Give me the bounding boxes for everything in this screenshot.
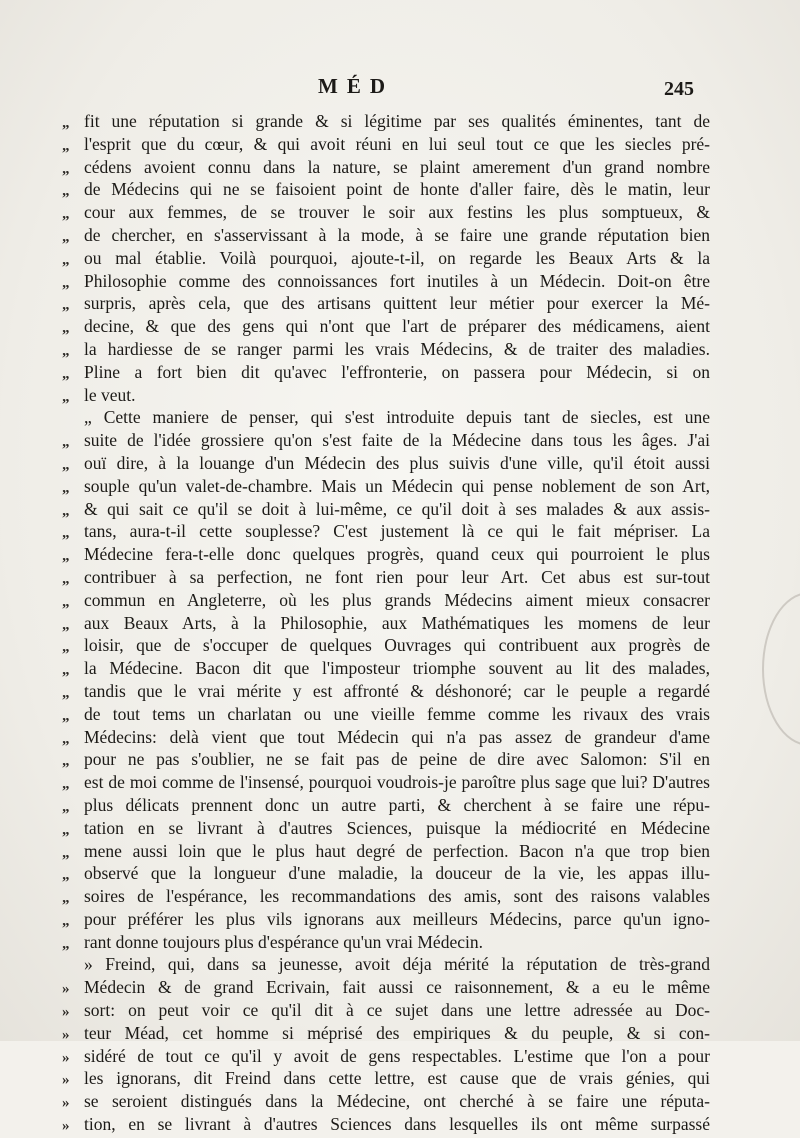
quote-mark: „	[62, 662, 70, 679]
text-line	[62, 406, 710, 429]
line-text: teur Méad, cet homme si méprisé des empiriques & du peuple, & si con-	[84, 1022, 710, 1043]
text-line	[62, 1090, 710, 1113]
line-text: de chercher, en s'asservissant à la mode, à se faire une grande réputation bien	[84, 224, 710, 245]
text-line	[62, 794, 710, 817]
quote-mark: „	[62, 274, 70, 291]
text-line	[62, 384, 710, 407]
quote-mark: „	[62, 684, 70, 701]
text-line	[62, 133, 710, 156]
quote-mark: »	[62, 1118, 70, 1135]
text-line	[62, 657, 710, 680]
line-text: tation en se livrant à d'autres Sciences, puisque la médiocrité en Médecine	[84, 817, 710, 838]
line-text: cédens avoient connu dans la nature, se plaint amerement d'un grand nombre	[84, 156, 710, 177]
quote-mark: „	[62, 502, 70, 519]
quote-mark: „	[62, 479, 70, 496]
line-text: Médecin & de grand Ecrivain, fait aussi ce raisonnement, & a eu le même	[84, 977, 710, 998]
line-text: la Médecine. Bacon dit que l'imposteur triomphe souvent au lit des malades,	[84, 658, 710, 679]
line-text: plus délicats prennent donc un autre parti, & cherchent à se faire une répu-	[84, 794, 710, 815]
text-line	[62, 1045, 710, 1068]
quote-mark: „	[62, 206, 70, 223]
quote-mark: „	[62, 320, 70, 337]
line-text: loisir, que de s'occuper de quelques Ouvrages qui contribuent aux progrès de	[84, 635, 710, 656]
quote-mark: „	[62, 639, 70, 656]
line-text: Médecins: delà vient que tout Médecin qui n'a pas assez de grandeur d'ame	[84, 726, 710, 747]
text-line	[62, 292, 710, 315]
line-text: de Médecins qui ne se faisoient point de honte d'aller faire, dès le matin, leur	[84, 179, 710, 200]
quote-mark: „	[62, 183, 70, 200]
quote-mark: »	[62, 981, 70, 998]
quote-mark: „	[62, 776, 70, 793]
quote-mark: „	[62, 388, 70, 405]
line-text: tandis que le vrai mérite y est affronté & déshonoré; car le peuple a regardé	[84, 680, 710, 701]
text-line	[62, 862, 710, 885]
line-text: sort: on peut voir ce qu'il dit à ce sujet dans une lettre adressée au Doc-	[84, 1000, 710, 1021]
text-line	[62, 520, 710, 543]
quote-mark: „	[62, 365, 70, 382]
text-line	[62, 885, 710, 908]
text-line	[62, 543, 710, 566]
text-line	[62, 976, 710, 999]
line-text: commun en Angleterre, où les plus grands Médecins aiment mieux consacrer	[84, 589, 710, 610]
quote-mark: „	[62, 912, 70, 929]
text-line	[62, 817, 710, 840]
text-line	[62, 247, 710, 270]
text-line	[62, 452, 710, 475]
quote-mark: „	[62, 570, 70, 587]
text-line	[62, 475, 710, 498]
text-line	[62, 429, 710, 452]
text-line	[62, 612, 710, 635]
line-text: Philosophie comme des connoissances fort inutiles à un Médecin. Doit-on être	[84, 270, 710, 291]
text-line	[62, 270, 710, 293]
text-line	[62, 726, 710, 749]
running-title: MÉD	[318, 74, 394, 98]
line-text: soires de l'espérance, les recommandations des amis, sont des raisons valables	[84, 886, 710, 907]
quote-mark: „	[62, 456, 70, 473]
text-line	[62, 908, 710, 931]
text-line	[62, 156, 710, 179]
line-text: suite de l'idée grossiere qu'on s'est faite de la Médecine dans tous les âges. J'ai	[84, 430, 710, 451]
line-text: de tout tems un charlatan ou une vieille femme comme les rivaux des vrais	[84, 703, 710, 724]
quote-mark: „	[62, 593, 70, 610]
line-text: observé que la longueur d'une maladie, la douceur de la vie, les appas illu-	[84, 863, 710, 884]
line-text: ouï dire, à la louange d'un Médecin des plus suivis d'une ville, qu'il étoit aussi	[84, 452, 710, 473]
text-line	[62, 953, 710, 976]
line-text: rant donne toujours plus d'espérance qu'un vrai Médecin.	[84, 931, 483, 952]
line-text: ou mal établie. Voilà pourquoi, ajoute-t-il, on regarde les Beaux Arts & la	[84, 247, 710, 268]
running-head	[0, 74, 800, 102]
text-line	[62, 589, 710, 612]
quote-mark: „	[62, 707, 70, 724]
quote-mark: „	[62, 228, 70, 245]
text-line	[62, 178, 710, 201]
line-text: la hardiesse de se ranger parmi les vrais Médecins, & de traiter des maladies.	[84, 338, 710, 359]
quote-mark: „	[62, 342, 70, 359]
quote-mark: „	[62, 753, 70, 770]
text-line	[62, 498, 710, 521]
quote-mark: „	[62, 115, 70, 131]
line-text: tans, aura-t-il cette souplesse? C'est justement là ce qui le fait mépriser. La	[84, 521, 710, 542]
line-text: tion, en se livrant à d'autres Sciences dans lesquelles ils ont même surpassé	[84, 1114, 710, 1135]
quote-mark: „	[62, 867, 70, 884]
text-line	[62, 680, 710, 703]
line-text: souple qu'un valet-de-chambre. Mais un Médecin qui pense noblement de son Art,	[84, 475, 710, 496]
quote-mark: „	[62, 137, 70, 154]
text-line	[62, 771, 710, 794]
line-text: decine, & que des gens qui n'ont que l'art de préparer des médicamens, aient	[84, 316, 710, 337]
text-line	[62, 566, 710, 589]
text-line	[62, 703, 710, 726]
text-line	[62, 224, 710, 247]
line-text: se seroient distingués dans la Médecine, ont cherché à se faire une réputa-	[84, 1091, 710, 1112]
text-line	[62, 1113, 710, 1136]
text-line	[62, 361, 710, 384]
text-line	[62, 1022, 710, 1045]
quote-mark: „	[62, 160, 70, 177]
text-line	[62, 931, 710, 954]
text-line	[62, 201, 710, 224]
quote-mark: „	[62, 297, 70, 314]
quote-mark: »	[62, 1049, 70, 1066]
text-line	[62, 999, 710, 1022]
page-number: 245	[664, 78, 694, 100]
line-text: pour ne pas s'oublier, ne se fait pas de peine de dire avec Salomon: S'il en	[84, 749, 710, 770]
quote-mark: „	[62, 251, 70, 268]
text-line	[62, 840, 710, 863]
quote-mark: „	[62, 548, 70, 565]
line-text: Médecine fera-t-elle donc quelques progrès, quand ceux qui pourroient le plus	[84, 544, 710, 565]
line-text: cour aux femmes, de se trouver le soir aux festins les plus somptueux, &	[84, 202, 710, 223]
line-text: contribuer à sa perfection, ne font rien pour leur Art. Cet abus est sur-tout	[84, 566, 710, 587]
text-line	[62, 110, 710, 133]
line-text: est de moi comme de l'insensé, pourquoi voudrois-je paroître plus sage que lui? D'autres	[84, 772, 710, 793]
quote-mark: »	[62, 1026, 70, 1043]
line-text: mene aussi loin que le plus haut degré de perfection. Bacon n'a que trop bien	[84, 840, 710, 861]
quote-mark: „	[62, 525, 70, 542]
quote-mark: „	[62, 844, 70, 861]
line-text: fit une réputation si grande & si légitime par ses qualités éminentes, tant de	[84, 111, 710, 131]
text-line	[62, 315, 710, 338]
quote-mark: »	[62, 1004, 70, 1021]
quote-mark: „	[62, 890, 70, 907]
line-text: le veut.	[84, 384, 136, 405]
quote-mark: „	[62, 434, 70, 451]
line-text: les ignorans, dit Freind dans cette lettre, est cause que de vrais génies, qui	[84, 1068, 710, 1089]
quote-mark: »	[62, 1072, 70, 1089]
line-text: surpris, après cela, que des artisans quittent leur métier pour exercer la Mé-	[84, 293, 710, 314]
text-line	[62, 1067, 710, 1090]
quote-mark: „	[62, 821, 70, 838]
quote-mark: „	[62, 935, 70, 952]
body-text	[62, 110, 710, 1136]
quote-mark: „	[62, 730, 70, 747]
library-stamp	[762, 592, 800, 746]
quote-mark: „	[62, 798, 70, 815]
line-text: & qui sait ce qu'il se doit à lui-même, ce qu'il doit à ses malades & aux assis-	[84, 498, 710, 519]
quote-mark: »	[62, 1095, 70, 1112]
line-text: » Freind, qui, dans sa jeunesse, avoit déja mérité la réputation de très-grand	[84, 954, 710, 975]
line-text: aux Beaux Arts, à la Philosophie, aux Mathématiques les momens de leur	[84, 612, 710, 633]
text-line	[62, 634, 710, 657]
line-text: Pline a fort bien dit qu'avec l'effronterie, on passera pour Médecin, si on	[84, 361, 710, 382]
line-text: „ Cette maniere de penser, qui s'est introduite depuis tant de siecles, est une	[84, 407, 710, 428]
line-text: sidéré de tout ce qu'il y avoit de gens respectables. L'estime que l'on a pour	[84, 1045, 710, 1066]
line-text: l'esprit que du cœur, & qui avoit réuni en lui seul tout ce que les siecles pré-	[84, 133, 710, 154]
text-line	[62, 748, 710, 771]
text-line	[62, 338, 710, 361]
line-text: pour préférer les plus vils ignorans aux meilleurs Médecins, parce qu'un igno-	[84, 908, 710, 929]
quote-mark: „	[62, 616, 70, 633]
